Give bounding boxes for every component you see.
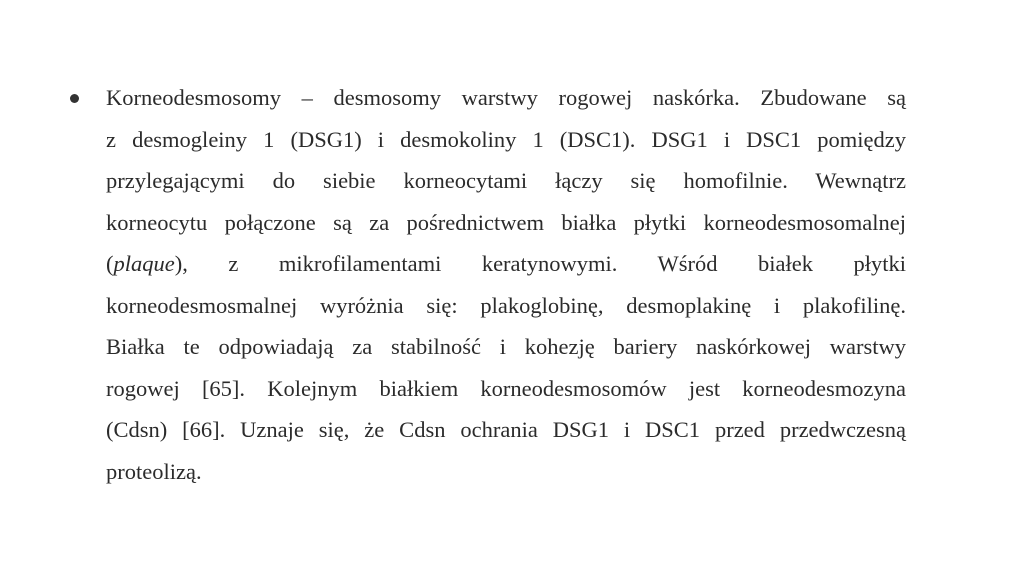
text-segment: z desmogleiny 1 (DSG1) i desmokoliny 1 (DSC1). DSG1 i DSC1 pomiędzy: [106, 126, 906, 152]
text-segment: przylegającymi do siebie korneocytami łączy się homofilnie. Wewnątrz: [106, 168, 906, 193]
paragraph-line: [106, 204, 906, 246]
text-segment: ), z mikrofilamentami keratynowymi. Wśród białek płytki: [174, 251, 906, 276]
paragraph-line: [106, 328, 906, 370]
text-segment: proteolizą.: [106, 458, 202, 484]
paragraph-line: [106, 370, 906, 412]
text-segment: korneocytu połączone są za pośrednictwem białka płytki korneodesmosomalnej: [106, 209, 906, 235]
paragraph-line: [106, 245, 906, 287]
text-segment: (Cdsn) [66]. Uznaje się, że Cdsn ochrania DSG1 i DSC1 przed przedwczesną: [106, 417, 906, 442]
paragraph-line: [106, 287, 906, 329]
paragraph-line: [106, 162, 906, 204]
text-segment: (: [106, 251, 114, 276]
paragraph-line: [106, 121, 906, 163]
italic-term: plaque: [113, 251, 175, 276]
bullet-paragraph: [106, 79, 906, 494]
text-segment: korneodesmosmalnej wyróżnia się: plakoglobinę, desmoplakinę i plakofilinę.: [106, 292, 906, 318]
text-segment: Białka te odpowiadają za stabilność i kohezję bariery naskórkowej warstwy: [106, 334, 906, 359]
text-segment: rogowej [65]. Kolejnym białkiem korneodesmosomów jest korneodesmozyna: [106, 375, 906, 401]
paragraph-line: [106, 453, 906, 495]
paragraph-line: [106, 79, 906, 121]
text-segment: Korneodesmosomy – desmosomy warstwy rogowej naskórka. Zbudowane są: [106, 85, 906, 110]
bullet-dot-icon: [70, 94, 79, 103]
paragraph-line: [106, 411, 906, 453]
